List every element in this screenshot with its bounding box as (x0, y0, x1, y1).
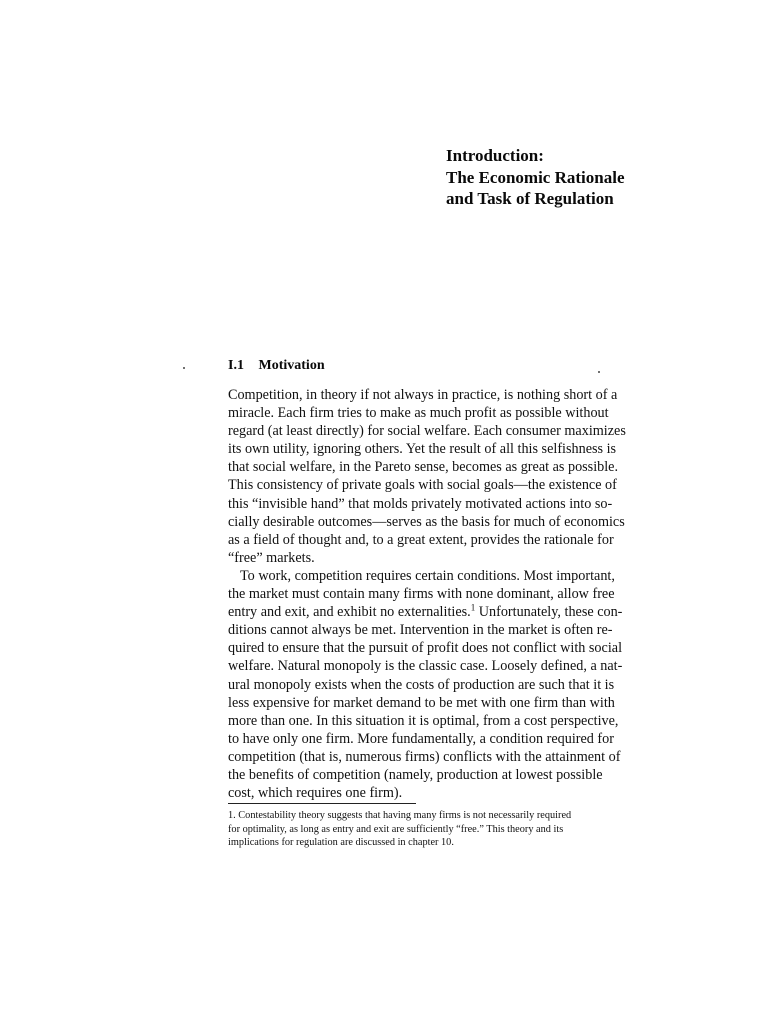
body-line: ditions cannot always be met. Intervention in the market is often re- (228, 622, 613, 639)
footnote-line: for optimality, as long as entry and exit are sufficiently “free.” This theory and its (228, 823, 564, 835)
body-line: cially desirable outcomes—serves as the basis for much of economics (228, 513, 625, 530)
chapter-title (446, 145, 746, 210)
body-line: more than one. In this situation it is optimal, from a cost perspective, (228, 712, 619, 729)
footnote-reference[interactable]: 1 (470, 603, 476, 613)
body-line: To work, competition requires certain conditions. Most important, (240, 567, 615, 584)
chapter-title-line-2: The Economic Rationale (446, 167, 625, 187)
body-line: quired to ensure that the pursuit of profit does not conflict with social (228, 640, 623, 657)
body-line: that social welfare, in the Pareto sense, becomes as great as possible. (228, 459, 619, 476)
body-line: welfare. Natural monopoly is the classic case. Loosely defined, a nat- (228, 658, 623, 675)
body-line: the market must contain many firms with none dominant, allow free (228, 586, 615, 603)
section-title: Motivation (258, 358, 325, 373)
footnote-line: 1. Contestability theory suggests that having many firms is not necessarily required (228, 810, 572, 821)
body-line: this “invisible hand” that molds privately motivated actions into so- (228, 495, 613, 512)
body-line: cost, which requires one firm). (228, 785, 403, 802)
section-number: I.1 (228, 358, 244, 373)
footnotes (228, 809, 648, 850)
body-line: its own utility, ignoring others. Yet the result of all this selfishness is (228, 441, 617, 458)
body-line: ural monopoly exists when the costs of production are such that it is (228, 676, 615, 693)
body-line: the benefits of competition (namely, production at lowest possible (228, 766, 603, 783)
body-line: to have only one firm. More fundamentally, a condition required for (228, 730, 614, 747)
body-line: less expensive for market demand to be met with one firm than with (228, 694, 615, 711)
chapter-title-line-1: Introduction: (446, 146, 544, 165)
scan-speck-mark (598, 371, 600, 373)
body-line-text: Unfortunately, these con- (475, 604, 623, 621)
body-line-with-footnote-ref (228, 603, 648, 621)
body-line: regard (at least directly) for social welfare. Each consumer maximizes (228, 423, 626, 440)
body-line-text: entry and exit, and exhibit no externalities. (228, 604, 471, 621)
body-text (228, 386, 648, 802)
body-line: competition (that is, numerous firms) conflicts with the attainment of (228, 748, 621, 765)
scan-speck-mark (183, 367, 185, 369)
body-line: “free” markets. (228, 549, 315, 566)
body-line: Competition, in theory if not always in practice, is nothing short of a (228, 387, 618, 403)
footnote-line: implications for regulation are discussed in chapter 10. (228, 837, 454, 848)
section-heading (228, 358, 325, 374)
footnote-divider (228, 803, 416, 804)
chapter-title-line-3: and Task of Regulation (446, 189, 614, 208)
body-line: as a field of thought and, to a great extent, provides the rationale for (228, 531, 614, 548)
body-line: This consistency of private goals with social goals—the existence of (228, 477, 617, 494)
body-line: miracle. Each firm tries to make as much profit as possible without (228, 405, 609, 422)
